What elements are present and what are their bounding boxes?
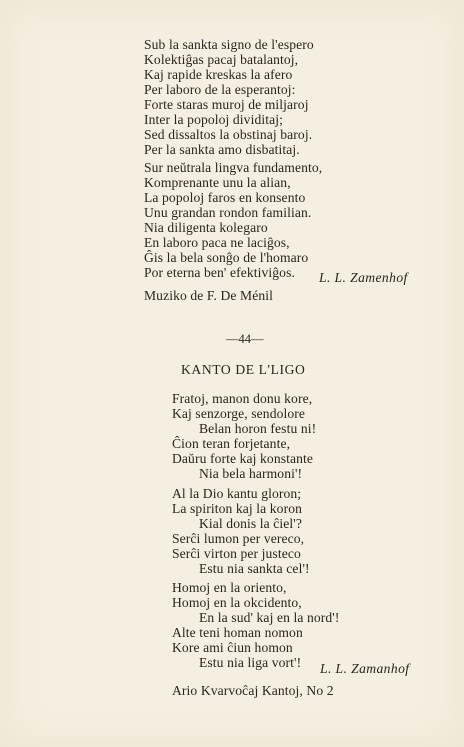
poem1-stanza2-line-8: Por eterna ben' efektiviĝos. <box>144 265 295 280</box>
page-number: —44— <box>226 332 264 346</box>
poem2-stanza2-line-6: Estu nia sankta cel'! <box>199 561 310 576</box>
poem2-stanza1-line-6: Nia bela harmoni'! <box>199 466 303 481</box>
poem2-stanza1-line-2: Kaj senzorge, sendolore <box>172 406 306 421</box>
poem2-stanza3-line-1: Homoj en la oriento, <box>172 580 287 595</box>
poem1-stanza2-line-3: La popoloj faros en konsento <box>144 190 306 205</box>
poem2-title: KANTO DE L'LIGO <box>181 362 306 377</box>
poem2-stanza1-line-1: Fratoj, manon donu kore, <box>172 391 313 406</box>
poem2-author-signature: L. L. Zamanhof <box>320 661 410 676</box>
poem2-stanza3-line-4: Alte teni homan nomon <box>172 625 303 640</box>
poem2-stanza1-line-5: Daŭru forte kaj konstante <box>172 451 314 466</box>
poem1-stanza1-line-2: Kolektiĝas pacaj batalantoj, <box>144 52 299 67</box>
poem1-stanza2-line-2: Komprenante unu la alian, <box>144 175 291 190</box>
poem1-stanza1-line-3: Kaj rapide kreskas la afero <box>144 67 293 82</box>
poem1-stanza1-line-6: Inter la popoloj dividitaj; <box>144 112 283 127</box>
poem1-music-credit: Muziko de F. De Ménil <box>144 288 274 303</box>
poem1-author-signature: L. L. Zamenhof <box>319 270 408 285</box>
poem1-stanza2-line-7: Ĝis la bela sonĝo de l'homaro <box>144 250 309 265</box>
poem1-stanza1-line-4: Per laboro de la esperantoj: <box>144 82 296 97</box>
poem2-stanza3-line-6: Estu nia liga vort'! <box>199 655 302 670</box>
poem2-stanza2-line-1: Al la Dio kantu gloron; <box>172 486 302 501</box>
poem1-stanza1-line-5: Forte staras muroj de miljaroj <box>144 97 309 112</box>
poem2-stanza3-line-5: Kore ami ĉiun homon <box>172 640 293 655</box>
poem1-stanza2-line-1: Sur neŭtrala lingva fundamento, <box>144 160 323 175</box>
poem1-stanza2-line-6: En laboro paca ne laciĝos, <box>144 235 290 250</box>
poem2-stanza1-line-4: Ĉion teran forjetante, <box>172 436 291 451</box>
poem1-stanza1-line-7: Sed dissaltos la obstinaj baroj. <box>144 127 313 142</box>
poem2-stanza3-line-2: Homoj en la okcidento, <box>172 595 302 610</box>
poem1-stanza2-line-4: Unu grandan rondon familian. <box>144 205 312 220</box>
poem2-stanza2-line-2: La spiriton kaj la koron <box>172 501 303 516</box>
poem2-stanza2-line-3: Kial donis la ĉiel'? <box>199 516 302 531</box>
poem1-stanza1-line-1: Sub la sankta signo de l'espero <box>144 37 314 52</box>
poem2-stanza2-line-4: Serĉi lumon per vereco, <box>172 531 305 546</box>
poem2-source-credit: Ario Kvarvoĉaj Kantoj, No 2 <box>172 683 334 698</box>
poem2-stanza2-line-5: Serĉi virton per justeco <box>172 546 301 561</box>
poem1-stanza2-line-5: Nia diligenta kolegaro <box>144 220 268 235</box>
poem2-stanza1-line-3: Belan horon festu ni! <box>199 421 317 436</box>
poem2-stanza3-line-3: En la sud' kaj en la nord'! <box>199 610 340 625</box>
poem1-stanza1-line-8: Per la sankta amo disbatitaj. <box>144 142 300 157</box>
